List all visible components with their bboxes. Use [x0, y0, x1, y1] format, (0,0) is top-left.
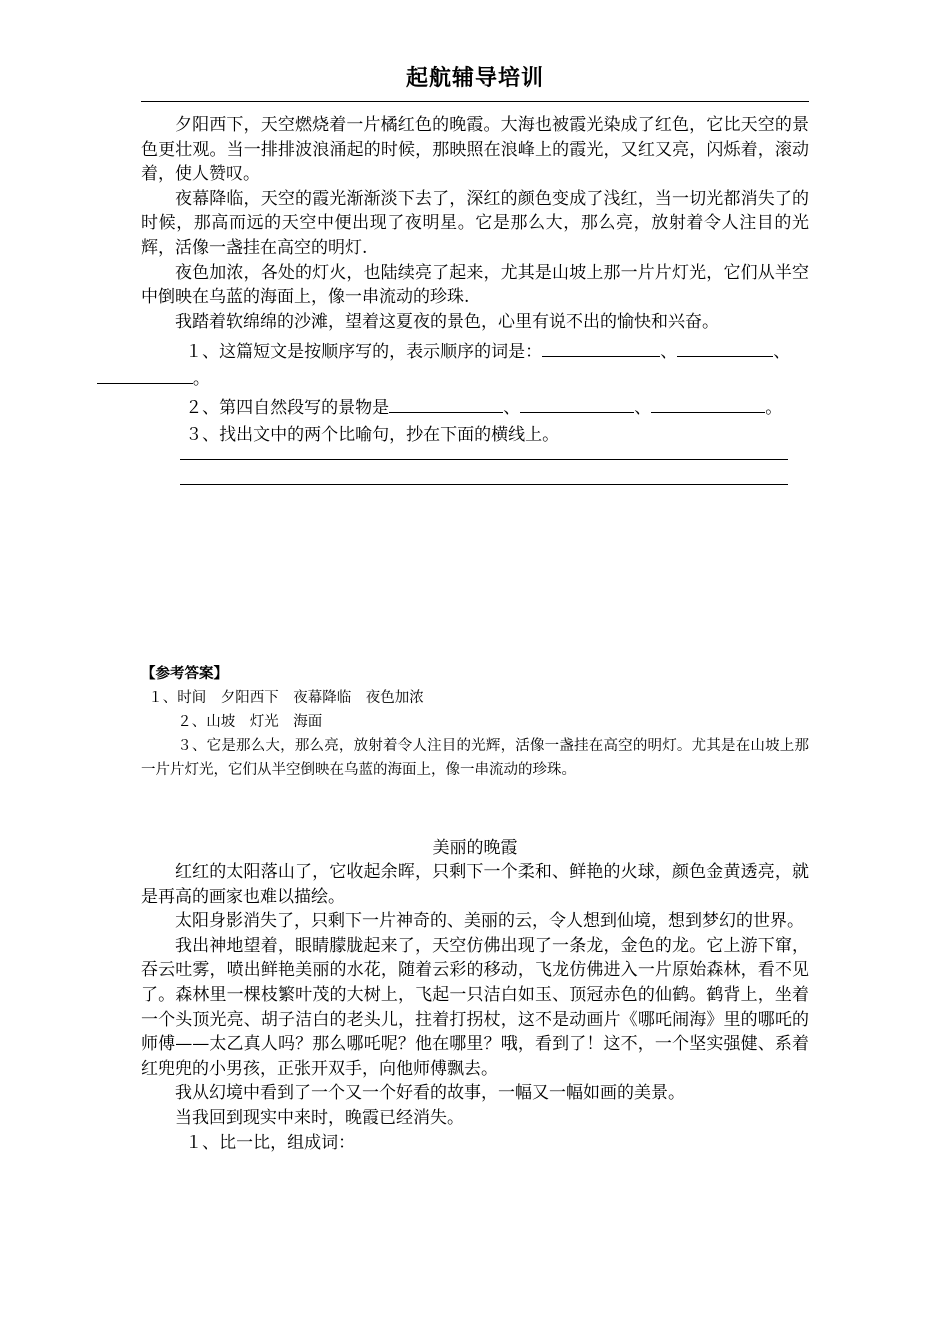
- passage-2-paragraph: 我从幻境中看到了一个又一个好看的故事，一幅又一幅如画的美景。: [175, 1083, 685, 1104]
- passage-2-title: 美丽的晚霞: [432, 838, 518, 858]
- question-1-text: １、这篇短文是按顺序写的，表示顺序的词是：: [185, 342, 543, 362]
- answer-blank[interactable]: [677, 339, 773, 357]
- blank-separator: 、: [634, 398, 652, 418]
- passage-1-paragraph: 夕阳西下，天空燃烧着一片橘红色的晚霞。大海也被霞光染成了红色，它比天空的景色更壮观。当一排排波浪涌起的时候，那映照在浪峰上的霞光，又红又亮，闪烁着，滚动着，使人赞叹。: [141, 115, 809, 185]
- passage-2-question-1: １、比一比，组成词：: [185, 1132, 356, 1153]
- answer-blank[interactable]: [651, 395, 765, 413]
- passage-2-paragraph: 红红的太阳落山了，它收起余晖，只剩下一个柔和、鲜艳的火球，颜色金黄透亮，就是再高的画家也难以描绘。: [141, 862, 809, 907]
- passage-2-paragraph: 我出神地望着，眼睛朦胧起来了，天空仿佛出现了一条龙，金色的龙。它上游下窜，吞云吐雾，喷出鲜艳美丽的水花，随着云彩的移动，飞龙仿佛进入一片原始森林，看不见了。森林里一棵枝繁叶茂的大树上，飞起一只洁白如玉、顶冠赤色的仙鹤。鹤背上，坐着一个头顶光亮、胡子洁白的老头儿，拄着打拐杖，这不是动画片《哪吒闹海》里的哪吒的师傅——太乙真人吗？那么哪吒呢？他在哪里？哦，看到了！这不，一个坚实强健、系着红兜兜的小男孩，正张开双手，向他师傅飘去。: [141, 935, 809, 1079]
- answer-line[interactable]: [180, 484, 788, 485]
- answer-line[interactable]: [180, 459, 788, 460]
- answer-blank[interactable]: [389, 395, 503, 413]
- passage-1: [141, 113, 809, 334]
- reference-answers: [141, 662, 809, 782]
- answer-2: ２、山坡 灯光 海面: [177, 714, 323, 730]
- answer-1: １、时间 夕阳西下 夜幕降临 夜色加浓: [148, 690, 424, 706]
- question-2: [141, 395, 809, 422]
- question-2-text: ２、第四自然段写的景物是: [185, 398, 390, 418]
- passage-1-paragraph: 夜色加浓，各处的灯火，也陆续亮了起来，尤其是山坡上那一片片灯光，它们从半空中倒映在乌蓝的海面上，像一串流动的珍珠.: [141, 262, 809, 308]
- answers-heading: 【参考答案】: [141, 665, 228, 682]
- answer-blank[interactable]: [97, 366, 193, 384]
- blank-separator: 、: [773, 342, 791, 362]
- passage-2-paragraph: 太阳身影消失了，只剩下一片神奇的、美丽的云，令人想到仙境，想到梦幻的世界。: [175, 911, 804, 932]
- answer-blank[interactable]: [520, 395, 634, 413]
- blank-separator: 、: [660, 342, 678, 362]
- question-3: ３、找出文中的两个比喻句，抄在下面的横线上。: [185, 425, 560, 445]
- header-divider: [141, 101, 809, 102]
- passage-1-paragraph: 夜幕降临，天空的霞光渐渐淡下去了，深红的颜色变成了浅红，当一切光都消失了的时候，那高而远的天空中便出现了夜明星。它是那么大，那么亮，放射着令人注目的光辉，活像一盏挂在高空的明灯.: [141, 188, 809, 258]
- passage-2-paragraph: 当我回到现实中来时，晚霞已经消失。: [175, 1107, 464, 1128]
- passage-1-paragraph: 我踏着软绵绵的沙滩，望着这夏夜的景色，心里有说不出的愉快和兴奋。: [175, 311, 719, 332]
- answer-blank[interactable]: [542, 339, 660, 357]
- question-1: [141, 339, 809, 393]
- blank-end: 。: [765, 398, 783, 418]
- page-header-title: 起航辅导培训: [405, 65, 544, 91]
- answer-3: ３、它是那么大，那么亮，放射着令人注目的光辉，活像一盏挂在高空的明灯。尤其是在山坡上那一片片灯光，它们从半空倒映在乌蓝的海面上，像一串流动的珍珠。: [141, 738, 809, 778]
- passage-2: [141, 836, 809, 1155]
- blank-end: 。: [192, 369, 210, 389]
- passage-1-questions: [141, 339, 809, 449]
- blank-separator: 、: [503, 398, 521, 418]
